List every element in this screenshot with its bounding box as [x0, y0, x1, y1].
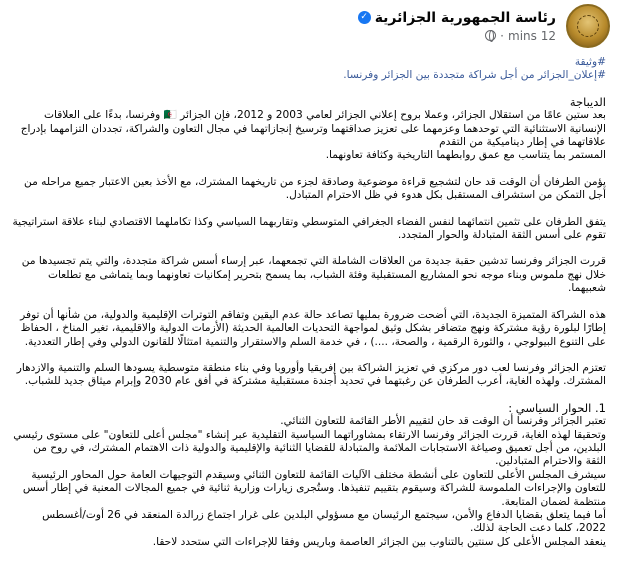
page-avatar[interactable] [566, 4, 610, 48]
paragraph-11: أما فيما يتعلق بقضايا الدفاع والأمن، سيجتمع الرئيسان مع مسؤولي البلدين على غرار اجتماع زرالدة المنعقد في 26 أوت/أغسطس 2022، كلما دعت الحاجة لذلك. [42, 508, 606, 535]
hashtag-declaration[interactable]: #إعلان_الجزائر من أجل شراكة متجددة بين الجزائر وفرنسا. [343, 69, 606, 82]
paragraph-gap [12, 203, 606, 216]
paragraph-9: وتحقيقا لهذه الغاية، قررت الجزائر وفرنسا الارتقاء بمشاوراتهما السياسية التقليدية عبر إنشاء "مجلس أعلى للتعاون" على مستوى رئيسي البلدين، من أجل تعميق وصياغة الاستجابات الملائمة والمتبادلة للقضايا الثنائية والإقليمية والدولية ذات الاهتمام المشترك، في روح من الثقة والاحترام المتبادلين. [13, 428, 606, 468]
post-body [0, 52, 618, 549]
paragraph-gap [12, 163, 606, 176]
verified-badge-icon: ✓ [358, 11, 371, 24]
paragraph-gap [12, 296, 606, 309]
globe-icon [485, 30, 496, 41]
post-time-line [358, 29, 556, 43]
page-name-line [358, 10, 556, 26]
page-name-link[interactable]: رئاسة الجمهورية الجزائرية [374, 9, 556, 26]
paragraph-2: المستمر بما يتناسب مع عمق روابطهما التاريخية وكثافة تعاونهما. [325, 149, 606, 162]
paragraph-6: هذه الشراكة المتميزة الجديدة، التي أضحت ضرورة بمليها تصاعد حالة عدم اليقين وتفاقم التوترات الإقليمية والدولية، من شأنها أن توفر إطارًا لبلورة رؤية مشتركة ونهج متضافر بشكل وثيق لمواجهة التحديات العالمية الحديثة (الأزمات الدولية والاقليمية، تغير المناخ ، الحفاظ على التنوع البيولوجي ، والثورة الرقمية ، والصحة، ....) ، في خدمة السلم والاستقرار والتنمية امتثالًا للقانون الدولي وفي إطار التعددية. [20, 308, 606, 348]
paragraph-gap [12, 389, 606, 402]
paragraph-8: تعتبر الجزائر وفرنسا أن الوقت قد حان لتقييم الأطر القائمة للتعاون الثنائي. [280, 415, 606, 428]
post-header [0, 0, 618, 52]
section-1-heading: 1. الحوار السياسي : [508, 400, 606, 415]
section-preamble: الديباجة [569, 94, 606, 109]
separator-dot: · [500, 28, 504, 43]
paragraph-gap [12, 242, 606, 255]
paragraph-12: ينعقد المجلس الأعلى كل سنتين بالتناوب بين الجزائر العاصمة وباريس وفقا للإجراءات التي ستحدد لاحقا. [152, 535, 606, 548]
paragraph-4: يتفق الطرفان على تثمين انتمائهما لنفس الفضاء الجغرافي المتوسطي وتقاربهما السياسي وكذا تكاملهما الاقتصادي لبناء علاقة استراتيجية تقوم على أسس الثقة المتبادلة والحوار المتجدد. [12, 215, 606, 242]
post-meta [358, 10, 556, 43]
paragraph-gap [12, 83, 606, 96]
paragraph-1: بعد ستين عامًا من استقلال الجزائر، وعملا بروح إعلاني الجزائر لعامي 2003 و 2012، فإن الجزائر 🇩🇿 وفرنسا، بدءًا على العلاقات الإنسانية الاستثنائية التي توحدهما وعزمهما على تعزيز صداقتهما وترسيخ إنجازاتهما في مجال التعاون والشراكة، تجددان التزامهما بإدراج علاقاتهما في إطار ديناميكية من التقدم [20, 109, 606, 149]
paragraph-gap [12, 349, 606, 362]
paragraph-3: يؤمن الطرفان أن الوقت قد حان لتشجيع قراءة موضوعية وصادقة لجزء من تاريخهما المشترك، مع الأخذ بعين الاعتبار جميع مراحله من أجل التمكن من استشراف المستقبل بكل هدوء في ظل الاحترام المتبادل. [24, 175, 606, 202]
paragraph-10: سيشرف المجلس الأعلى للتعاون على أنشطة مختلف الآليات القائمة للتعاون الثنائي وسيقدم التوجيهات العامة حول المحاور الرئيسية للتعاون والإجراءات الملموسة للشراكة وسيقوم بتقييم تنفيذها. وستُجرى زيارات وزارية ثنائية في جميع المجالات المعنية في إطار أسس منتظمة لضمان المتابعة. [22, 468, 606, 508]
paragraph-5: قررت الجزائر وفرنسا تدشين حقبة جديدة من العلاقات الشاملة التي تجمعهما، عبر إرساء أسس شراكة متجددة، والتي يتم تجسيدها من خلال نهج ملموس وبناء موجه نحو المشاريع المستقبلية وفئة الشباب، بما يسمح بتحرير إمكانيات تعاونهما وبما يتماشى مع تطلعات شعبيهما. [21, 255, 606, 295]
paragraph-7: تعتزم الجزائر وفرنسا لعب دور مركزي في تعزيز الشراكة بين إفريقيا وأوروبا وفي بناء منطقة متوسطية يسودها السلم والتنمية والازدهار المشترك. ولهذه الغاية، أعرب الطرفان عن رغبتهما في تحديد أجندة مستقبلية مشتركة في أفق عام 2030 وإبرام ميثاق جديد للشباب. [16, 361, 606, 388]
hashtag-document[interactable]: #وثيقة [574, 56, 606, 68]
post-timestamp[interactable]: 12 mins [508, 28, 556, 43]
